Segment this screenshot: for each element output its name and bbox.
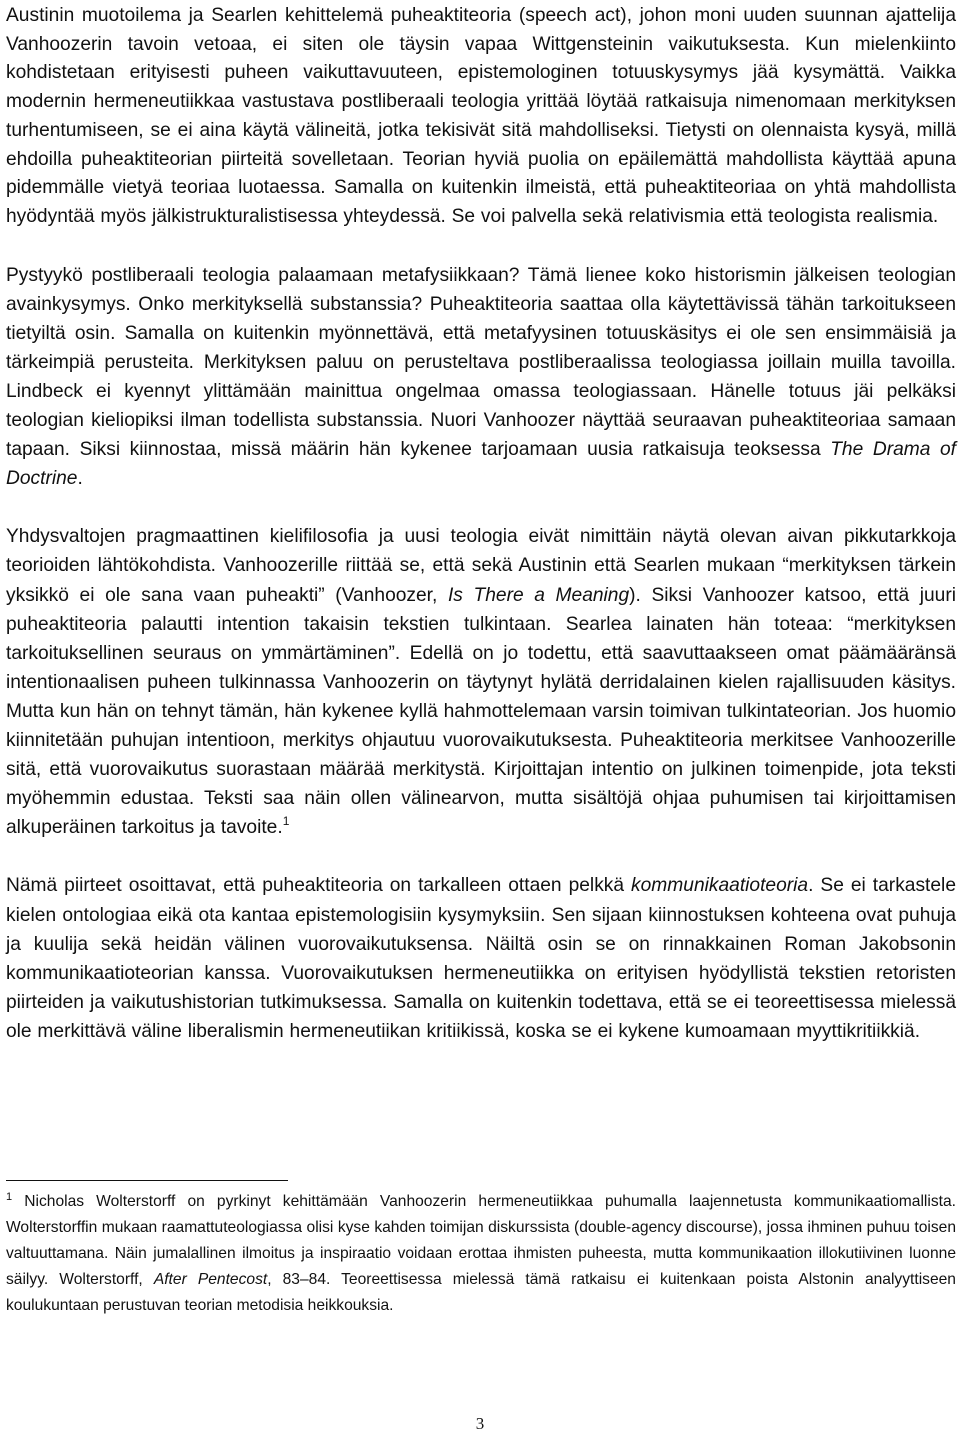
- paragraph-pragmatic-philosophy: [6, 522, 956, 842]
- paragraph-gap: [6, 493, 956, 522]
- footnote-divider: [6, 1180, 288, 1181]
- footnote: [6, 1189, 956, 1319]
- footnote-text-end: , 83–84. Teoreettisessa mielessä tämä ratkaisu ei kuitenkaan poista Alstonin analyyttiseen koulukuntaan perustuvan teorian metodisia heikkouksia.: [6, 1271, 956, 1314]
- footnote-text: Nicholas Wolterstorff on pyrkinyt kehittämään Vanhoozerin hermeneutiikkaa puhumalla laajennetusta kommunikaatiomallista. Wolterstorffin mukaan raamattuteologiassa olisi kyse kahden toimijan diskurssista (double-agency discourse), jossa ihminen puhuu toisen valtuuttamana. Näin jumalallinen ilmoitus ja inspiraatio voidaan erottaa ihmisten puheesta, mutta kommunikaation illokutiivinen luonne säilyy. Wolterstorff,: [6, 1193, 956, 1288]
- paragraph-1-text: Austinin muotoilema ja Searlen kehittelemä puheaktiteoria (speech act), johon moni uuden suunnan ajattelija Vanhoozerin tavoin vetoaa, ei siten ole täysin vapaa Wittgensteinin vaikutuksesta. Kun mielenkiinto kohdistetaan erityisesti puheen vaikuttavuuteen, epistemologinen totuuskysymys jää kysymättä. Vaikka modernin hermeneutiikkaa vastustava postliberaali teologia yrittää löytää ratkaisuja nimenomaan merkityksen turhentumiseen, se ei aina käytä välineitä, jotka tekisivät sitä mahdolliseksi. Tietysti on olennaista kysyä, millä ehdoilla puheaktiteorian piirteitä sovelletaan. Teorian hyviä puolia on epäilemättä mahdollista käyttää apuna pidemmälle vietyä teoriaa luotaessa. Samalla on kuitenkin ilmeistä, että puheaktiteoriaa on yhtä mahdollista hyödyntää myös jälkistrukturalistisessa yhteydessä. Se voi palvella sekä relativismia että teologista realismia.: [6, 5, 956, 227]
- paragraph-speech-act-theory: [6, 2, 956, 232]
- book-title-after-pentecost: After Pentecost: [153, 1271, 268, 1288]
- term-kommunikaatioteoria: kommunikaatioteoria: [631, 875, 809, 897]
- page-number: 3: [475, 1414, 485, 1433]
- paragraph-3-text: Yhdysvaltojen pragmaattinen kielifilosofia ja uusi teologia eivät nimittäin näytä olevan aivan pikkutarkkoja teorioiden lähtökohdista. Vanhoozerille riittää se, että sekä Austinin että Searlen mukaan “merkityksen tärkein yksikkö ei ole sana vaan puheakti” (Vanhoozer,: [6, 526, 956, 606]
- paragraph-2-text: Pystyykö postliberaali teologia palaamaan metafysiikkaan? Tämä lienee koko historismin jälkeisen teologian avainkysymys. Onko merkityksellä substanssia? Puheaktiteoria saattaa olla käytettävissä tähän tarkoitukseen tietyiltä osin. Samalla on kuitenkin myönnettävä, että metafyysinen totuuskäsitys ei ole sen ensimmäisiä ja tärkeimpiä perusteita. Merkityksen paluu on perusteltava postliberaalissa teologiassa joillain muilla tavoilla. Lindbeck ei kyennyt ylittämään mainittua ongelmaa omassa teologiassaan. Hänelle totuus jäi pelkäksi teologian kieliopiksi ilman todellista substanssia. Nuori Vanhoozer näyttää seuraavan puheaktiteoriaa samaan tapaan. Siksi kiinnostaa, missä määrin hän kykenee tarjoamaan uusia ratkaisuja teoksessa: [6, 264, 956, 461]
- book-title-drama-of-doctrine: The Drama of Doctrine: [6, 439, 956, 490]
- book-title-is-there-a-meaning: Is There a Meaning: [447, 584, 630, 606]
- paragraph-2-end: .: [77, 468, 83, 490]
- paragraph-communication-theory: [6, 871, 956, 1046]
- paragraph-gap: [6, 842, 956, 871]
- paragraph-metaphysics-question: [6, 261, 956, 494]
- paragraph-4-rest: . Se ei tarkastele kielen ontologiaa eikä ota kantaa epistemologisiin kysymyksiin. Sen sijaan kiinnostuksen kohteena ovat puhuja ja kuulija sekä heidän välinen vuorovaikutuksensa. Näiltä osin se on rinnakkainen Roman Jakobsonin kommunikaatioteorian kanssa. Vuorovaikutuksen hermeneutiikka on erityisen hyödyllistä tekstien retoristen piirteiden ja vaikutushistorian tutkimuksessa. Samalla on kuitenkin todettava, että se ei teoreettisessa mielessä ole merkittävä väline liberalismin hermeneutiikan kritiikissä, koska se ei kykene kumoamaan myyttikritiikkiä.: [6, 875, 956, 1042]
- footnote-reference[interactable]: 1: [282, 814, 290, 829]
- paragraph-3-rest: ). Siksi Vanhoozer katsoo, että juuri puheaktiteoria palautti intention takaisin tekstien tulkintaan. Searlea lainaten hän toteaa: “merkityksen tarkoituksellinen seuraus on ymmärtäminen”. Edellä on jo todettu, että saavuttaakseen omat päämääränsä intentionaalisen puheen tulkinnassa Vanhoozerin on täytynyt hylätä derridalainen kielen rajallisuuden käsitys. Mutta kun hän on tehnyt tämän, hän kykenee kyllä hahmottelemaan varsin toimivan tulkintateorian. Jos huomio kiinnitetään puhujan intentioon, merkitys ohjautuu vuorovaikutuksesta. Puheaktiteoria merkitsee Vanhoozerille sitä, että vuorovaikutus suorastaan määrää merkitystä. Kirjoittajan intentio on julkinen toimenpide, jota teksti myöhemmin edustaa. Teksti saa näin ollen välinearvon, mutta sisältöjä ohjaa puhumisen tai kirjoittamisen alkuperäinen tarkoitus ja tavoite.: [6, 584, 956, 839]
- paragraph-4-text: Nämä piirteet osoittavat, että puheaktiteoria on tarkalleen ottaen pelkkä: [6, 875, 632, 897]
- paragraph-gap: [6, 232, 956, 261]
- page-body: [6, 2, 956, 1046]
- footnote-number: 1: [6, 1191, 13, 1203]
